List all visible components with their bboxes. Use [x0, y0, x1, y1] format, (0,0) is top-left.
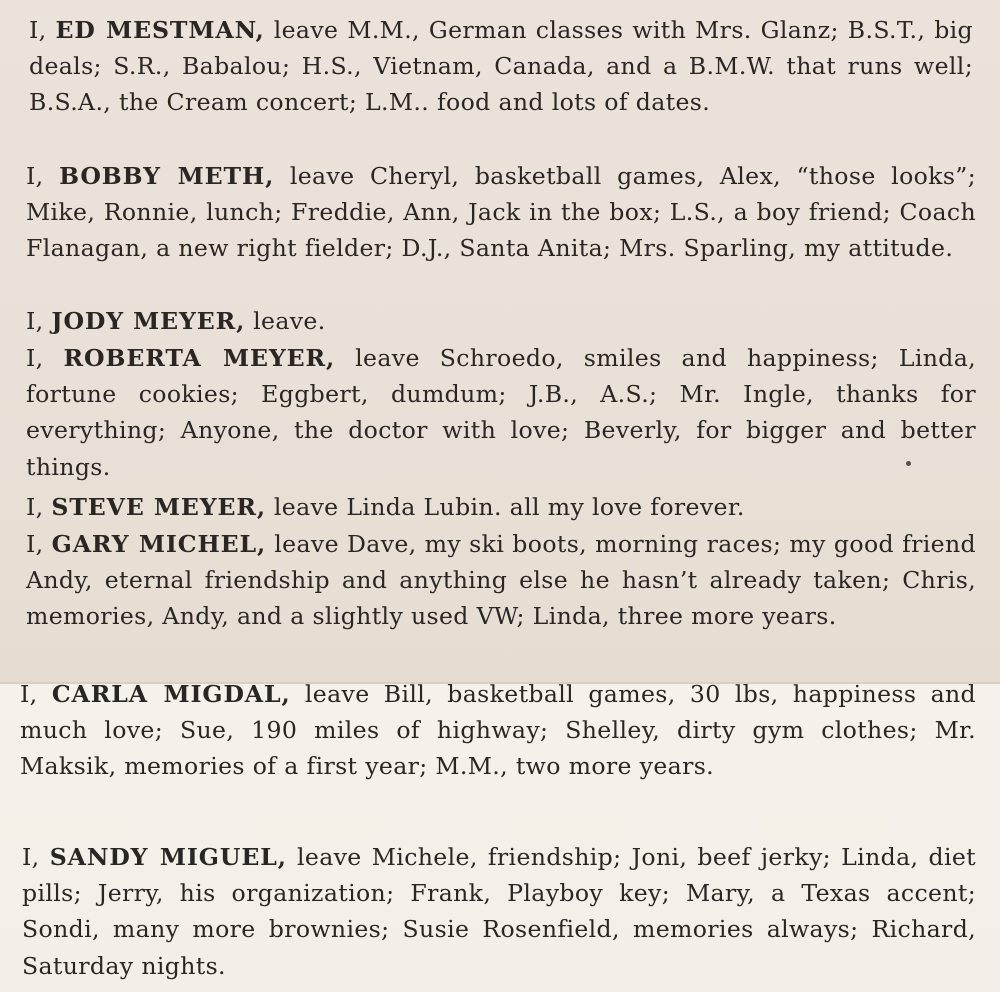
entry-name: BOBBY METH, — [59, 162, 275, 190]
entry-name: STEVE MEYER, — [51, 493, 267, 521]
entry-prefix: I, — [26, 307, 52, 335]
entry-text: leave Linda Lubin. all my love forever. — [266, 493, 745, 521]
entry-name: SANDY MIGUEL, — [49, 843, 287, 871]
will-entry-bobby-meth — [26, 158, 976, 267]
entry-text: leave M.M., German classes with Mrs. Glanz; B.S.T., big deals; S.R., Babalou; H.S., Vietnam, Canada, and a B.M.W. that runs well; B.S.A., the Cream concert; L.M.. food and lots of dates. — [29, 16, 973, 117]
entry-name: CARLA MIGDAL, — [51, 680, 291, 708]
will-entry-ed-mestman — [29, 12, 973, 121]
entry-prefix: I, — [29, 16, 56, 44]
entry-name: JODY MEYER, — [51, 307, 246, 335]
entry-text: leave. — [245, 307, 326, 335]
entry-name: GARY MICHEL, — [51, 530, 267, 558]
entry-prefix: I, — [20, 680, 52, 708]
entry-prefix: I, — [26, 162, 60, 190]
entry-prefix: I, — [26, 530, 52, 558]
entry-prefix: I, — [22, 843, 50, 871]
will-entry-jody-meyer — [26, 303, 976, 339]
entry-name: ED MESTMAN, — [55, 16, 265, 44]
will-entry-gary-michel — [26, 526, 976, 635]
entry-prefix: I, — [26, 493, 52, 521]
entry-text: leave Dave, my ski boots, morning races; my good friend Andy, eternal friendship and anything else he hasn’t already taken; Chris, memories, Andy, and a slightly used VW; Linda, three more years. — [26, 530, 976, 631]
will-entry-carla-migdal — [20, 676, 976, 785]
entry-text: leave Cheryl, basketball games, Alex, “those looks”; Mike, Ronnie, lunch; Freddie, Ann, Jack in the box; L.S., a boy friend; Coach Flanagan, a new right fielder; D.J., Santa Anita; Mrs. Sparling, my attitude. — [26, 162, 976, 263]
will-entry-sandy-miguel — [22, 839, 976, 984]
will-entry-steve-meyer — [26, 489, 926, 525]
entry-name: ROBERTA MEYER, — [63, 344, 336, 372]
will-entry-roberta-meyer — [26, 340, 976, 485]
entry-text: leave Bill, basketball games, 30 lbs, happiness and much love; Sue, 190 miles of highway; Shelley, dirty gym clothes; Mr. Maksik, memories of a first year; M.M., two more years. — [20, 680, 977, 781]
entry-text: leave Schroedo, smiles and happiness; Linda, fortune cookies; Eggbert, dumdum; J.B., A.S.; Mr. Ingle, thanks for everything; Anyone, the doctor with love; Beverly, for bigger and better things. — [26, 344, 977, 481]
entry-text: leave Michele, friendship; Joni, beef jerky; Linda, diet pills; Jerry, his organization; Frank, Playboy key; Mary, a Texas accent; Sondi, many more brownies; Susie Rosenfield, memories always; Richard, Saturday nights. — [22, 843, 977, 980]
entry-prefix: I, — [26, 344, 64, 372]
